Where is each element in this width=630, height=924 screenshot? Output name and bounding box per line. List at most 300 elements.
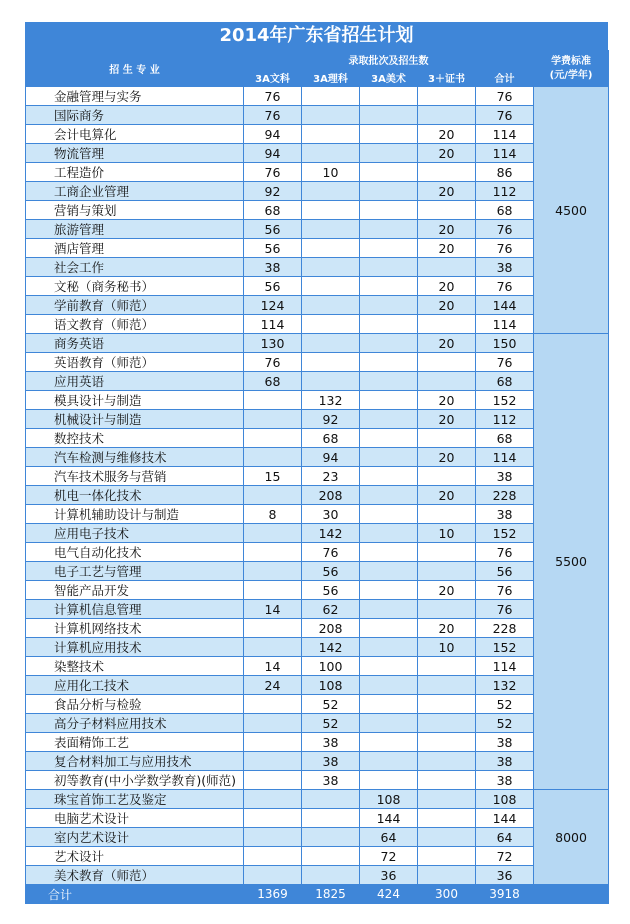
count-3a-science-cell: 38 (302, 733, 360, 752)
count-3a-science-cell (302, 277, 360, 296)
count-3a-science-cell (302, 334, 360, 353)
count-3-plus-cert-cell (418, 809, 476, 828)
count-3a-science-cell: 30 (302, 505, 360, 524)
fee-cell: 8000 (534, 790, 609, 885)
count-3a-arts-cell (244, 809, 302, 828)
major-header: 招 生 专 业 (26, 51, 244, 87)
table-row (26, 543, 609, 562)
count-3-plus-cert-cell (418, 106, 476, 125)
major-name-cell: 工程造价 (26, 163, 244, 182)
count-3-plus-cert-cell: 20 (418, 486, 476, 505)
count-3a-fine-arts-cell (360, 448, 418, 467)
major-name-cell: 计算机网络技术 (26, 619, 244, 638)
count-3-plus-cert-cell: 20 (418, 410, 476, 429)
count-3a-arts-cell (244, 391, 302, 410)
count-3a-fine-arts-cell (360, 543, 418, 562)
table-row (26, 353, 609, 372)
count-3a-fine-arts-cell (360, 771, 418, 790)
count-total-cell: 152 (476, 638, 534, 657)
col-header-3a-arts: 3A文科 (244, 69, 302, 87)
count-total-cell: 144 (476, 809, 534, 828)
count-3-plus-cert-cell: 20 (418, 182, 476, 201)
table-row (26, 220, 609, 239)
table-row (26, 391, 609, 410)
col-header-total: 合计 (476, 69, 534, 87)
count-3-plus-cert-cell (418, 353, 476, 372)
count-3a-arts-cell (244, 695, 302, 714)
count-3a-science-cell: 52 (302, 695, 360, 714)
count-total-cell: 152 (476, 391, 534, 410)
major-name-cell: 机电一体化技术 (26, 486, 244, 505)
count-3a-science-cell: 68 (302, 429, 360, 448)
count-total-cell: 112 (476, 410, 534, 429)
count-3a-fine-arts-cell (360, 600, 418, 619)
count-3-plus-cert-cell: 20 (418, 220, 476, 239)
major-name-cell: 文秘（商务秘书） (26, 277, 244, 296)
major-name-cell: 机械设计与制造 (26, 410, 244, 429)
count-total-cell: 76 (476, 581, 534, 600)
count-3a-arts-cell (244, 562, 302, 581)
total-3a-fine-arts: 424 (360, 885, 418, 904)
major-name-cell: 应用电子技术 (26, 524, 244, 543)
major-name-cell: 电子工艺与管理 (26, 562, 244, 581)
count-3a-arts-cell (244, 638, 302, 657)
major-name-cell: 染整技术 (26, 657, 244, 676)
major-name-cell: 汽车检测与维修技术 (26, 448, 244, 467)
major-name-cell: 应用英语 (26, 372, 244, 391)
major-name-cell: 模具设计与制造 (26, 391, 244, 410)
table-row (26, 790, 609, 809)
major-name-cell: 食品分析与检验 (26, 695, 244, 714)
count-3a-science-cell (302, 201, 360, 220)
table-row (26, 619, 609, 638)
count-3a-arts-cell: 114 (244, 315, 302, 334)
count-total-cell: 76 (476, 87, 534, 106)
table-row (26, 258, 609, 277)
count-3a-fine-arts-cell (360, 714, 418, 733)
table-row (26, 847, 609, 866)
count-total-cell: 112 (476, 182, 534, 201)
major-name-cell: 英语教育（师范） (26, 353, 244, 372)
table-row (26, 410, 609, 429)
count-3a-fine-arts-cell (360, 201, 418, 220)
count-3-plus-cert-cell (418, 562, 476, 581)
table-row (26, 87, 609, 106)
count-3a-arts-cell (244, 429, 302, 448)
count-3a-arts-cell: 76 (244, 106, 302, 125)
table-row (26, 277, 609, 296)
count-3a-arts-cell: 76 (244, 353, 302, 372)
count-3-plus-cert-cell (418, 163, 476, 182)
count-3a-science-cell: 100 (302, 657, 360, 676)
count-3-plus-cert-cell (418, 429, 476, 448)
count-3a-arts-cell (244, 752, 302, 771)
count-3a-fine-arts-cell (360, 410, 418, 429)
major-name-cell: 计算机辅助设计与制造 (26, 505, 244, 524)
table-row (26, 163, 609, 182)
major-name-cell: 表面精饰工艺 (26, 733, 244, 752)
count-3a-science-cell (302, 828, 360, 847)
table-row (26, 182, 609, 201)
count-3-plus-cert-cell (418, 733, 476, 752)
count-3a-arts-cell: 130 (244, 334, 302, 353)
count-total-cell: 36 (476, 866, 534, 885)
major-name-cell: 学前教育（师范） (26, 296, 244, 315)
count-3a-arts-cell: 124 (244, 296, 302, 315)
table-row (26, 600, 609, 619)
col-header-3a-science: 3A理科 (302, 69, 360, 87)
count-total-cell: 68 (476, 429, 534, 448)
count-total-cell: 108 (476, 790, 534, 809)
count-3a-arts-cell: 68 (244, 372, 302, 391)
major-name-cell: 汽车技术服务与营销 (26, 467, 244, 486)
count-3-plus-cert-cell: 10 (418, 524, 476, 543)
table-row (26, 372, 609, 391)
count-3-plus-cert-cell (418, 676, 476, 695)
count-total-cell: 132 (476, 676, 534, 695)
count-3-plus-cert-cell (418, 600, 476, 619)
count-3a-science-cell (302, 87, 360, 106)
count-total-cell: 228 (476, 486, 534, 505)
count-3a-fine-arts-cell (360, 752, 418, 771)
count-3a-science-cell: 62 (302, 600, 360, 619)
table-row (26, 334, 609, 353)
count-3a-fine-arts-cell (360, 733, 418, 752)
major-name-cell: 计算机信息管理 (26, 600, 244, 619)
col-header-3a-fine-arts: 3A美术 (360, 69, 418, 87)
count-3a-arts-cell (244, 733, 302, 752)
major-name-cell: 初等教育(中小学数学教育)(师范) (26, 771, 244, 790)
count-total-cell: 38 (476, 752, 534, 771)
table-row (26, 581, 609, 600)
count-total-cell: 38 (476, 505, 534, 524)
count-3-plus-cert-cell: 20 (418, 448, 476, 467)
count-3a-arts-cell: 15 (244, 467, 302, 486)
count-3a-fine-arts-cell: 36 (360, 866, 418, 885)
major-name-cell: 美术教育（师范） (26, 866, 244, 885)
count-3a-fine-arts-cell (360, 106, 418, 125)
totals-fee-blank (534, 885, 609, 904)
count-3-plus-cert-cell: 20 (418, 239, 476, 258)
count-total-cell: 68 (476, 372, 534, 391)
major-name-cell: 珠宝首饰工艺及鉴定 (26, 790, 244, 809)
major-name-cell: 复合材料加工与应用技术 (26, 752, 244, 771)
table-row (26, 733, 609, 752)
count-3-plus-cert-cell (418, 752, 476, 771)
count-3a-fine-arts-cell (360, 619, 418, 638)
count-total-cell: 52 (476, 695, 534, 714)
count-3a-fine-arts-cell (360, 144, 418, 163)
count-3a-arts-cell (244, 448, 302, 467)
count-3a-fine-arts-cell (360, 391, 418, 410)
table-row (26, 201, 609, 220)
count-3a-fine-arts-cell (360, 220, 418, 239)
count-3a-fine-arts-cell (360, 182, 418, 201)
count-3-plus-cert-cell: 20 (418, 619, 476, 638)
count-total-cell: 76 (476, 543, 534, 562)
count-3a-fine-arts-cell (360, 638, 418, 657)
grand-total: 3918 (476, 885, 534, 904)
count-3a-science-cell (302, 315, 360, 334)
count-total-cell: 150 (476, 334, 534, 353)
table-row (26, 676, 609, 695)
major-name-cell: 会计电算化 (26, 125, 244, 144)
count-total-cell: 152 (476, 524, 534, 543)
major-name-cell: 社会工作 (26, 258, 244, 277)
table-row (26, 448, 609, 467)
count-3a-science-cell (302, 220, 360, 239)
count-total-cell: 56 (476, 562, 534, 581)
fee-header (534, 51, 609, 87)
major-name-cell: 室内艺术设计 (26, 828, 244, 847)
table-row (26, 809, 609, 828)
count-3a-fine-arts-cell (360, 676, 418, 695)
count-3a-arts-cell: 56 (244, 277, 302, 296)
count-3a-fine-arts-cell (360, 467, 418, 486)
count-3a-arts-cell: 76 (244, 163, 302, 182)
table-row (26, 866, 609, 885)
count-total-cell: 72 (476, 847, 534, 866)
count-3a-arts-cell (244, 543, 302, 562)
count-total-cell: 76 (476, 106, 534, 125)
fee-header-text: 学费标准 (元/学年) (549, 55, 593, 81)
count-total-cell: 114 (476, 315, 534, 334)
table-row (26, 144, 609, 163)
major-name-cell: 工商企业管理 (26, 182, 244, 201)
count-3a-fine-arts-cell: 72 (360, 847, 418, 866)
count-3a-arts-cell (244, 581, 302, 600)
count-total-cell: 38 (476, 258, 534, 277)
count-3a-science-cell (302, 182, 360, 201)
count-3a-science-cell: 94 (302, 448, 360, 467)
table-row (26, 106, 609, 125)
count-3a-fine-arts-cell (360, 163, 418, 182)
table-row (26, 562, 609, 581)
fee-cell: 5500 (534, 334, 609, 790)
major-name-cell: 物流管理 (26, 144, 244, 163)
count-3-plus-cert-cell (418, 315, 476, 334)
count-3a-arts-cell: 14 (244, 600, 302, 619)
count-3a-science-cell (302, 239, 360, 258)
count-total-cell: 38 (476, 733, 534, 752)
count-3a-arts-cell: 76 (244, 87, 302, 106)
count-3a-arts-cell: 38 (244, 258, 302, 277)
count-3a-science-cell: 92 (302, 410, 360, 429)
count-3a-arts-cell (244, 771, 302, 790)
table-row (26, 429, 609, 448)
count-3a-fine-arts-cell: 144 (360, 809, 418, 828)
count-3-plus-cert-cell (418, 714, 476, 733)
table-row (26, 315, 609, 334)
count-total-cell: 64 (476, 828, 534, 847)
count-3a-science-cell (302, 790, 360, 809)
count-3a-arts-cell (244, 790, 302, 809)
count-3a-science-cell (302, 106, 360, 125)
count-3a-fine-arts-cell (360, 239, 418, 258)
major-name-cell: 高分子材料应用技术 (26, 714, 244, 733)
table-row (26, 467, 609, 486)
major-name-cell: 营销与策划 (26, 201, 244, 220)
count-3a-science-cell: 208 (302, 619, 360, 638)
count-total-cell: 228 (476, 619, 534, 638)
table-row (26, 657, 609, 676)
table-row (26, 695, 609, 714)
count-3a-fine-arts-cell (360, 581, 418, 600)
count-3a-arts-cell: 94 (244, 144, 302, 163)
major-name-cell: 计算机应用技术 (26, 638, 244, 657)
count-3a-fine-arts-cell (360, 429, 418, 448)
count-3a-science-cell: 108 (302, 676, 360, 695)
count-3-plus-cert-cell: 20 (418, 296, 476, 315)
count-3a-science-cell: 56 (302, 581, 360, 600)
count-3a-science-cell (302, 847, 360, 866)
table-row (26, 486, 609, 505)
count-total-cell: 76 (476, 277, 534, 296)
major-name-cell: 电脑艺术设计 (26, 809, 244, 828)
count-3-plus-cert-cell (418, 847, 476, 866)
count-3-plus-cert-cell (418, 505, 476, 524)
count-3-plus-cert-cell (418, 790, 476, 809)
count-3a-arts-cell (244, 486, 302, 505)
count-3a-arts-cell: 68 (244, 201, 302, 220)
table-row (26, 828, 609, 847)
count-3-plus-cert-cell (418, 201, 476, 220)
count-total-cell: 38 (476, 771, 534, 790)
count-3-plus-cert-cell (418, 372, 476, 391)
count-3a-fine-arts-cell (360, 695, 418, 714)
total-3a-arts: 1369 (244, 885, 302, 904)
count-3a-arts-cell (244, 866, 302, 885)
count-3-plus-cert-cell (418, 828, 476, 847)
table-row (26, 714, 609, 733)
count-total-cell: 114 (476, 657, 534, 676)
count-3a-fine-arts-cell (360, 505, 418, 524)
enrollment-table (25, 50, 609, 904)
count-3a-arts-cell: 24 (244, 676, 302, 695)
count-3a-arts-cell (244, 828, 302, 847)
count-3-plus-cert-cell (418, 657, 476, 676)
count-3a-fine-arts-cell (360, 372, 418, 391)
count-3a-fine-arts-cell (360, 486, 418, 505)
count-3a-science-cell (302, 866, 360, 885)
count-3a-fine-arts-cell (360, 277, 418, 296)
count-3a-science-cell (302, 258, 360, 277)
count-3-plus-cert-cell (418, 543, 476, 562)
totals-row (26, 885, 609, 904)
count-3-plus-cert-cell (418, 258, 476, 277)
batch-group-header: 录取批次及招生数 (244, 51, 534, 69)
total-3a-science: 1825 (302, 885, 360, 904)
count-total-cell: 144 (476, 296, 534, 315)
count-3a-science-cell: 52 (302, 714, 360, 733)
count-total-cell: 114 (476, 448, 534, 467)
count-3-plus-cert-cell: 20 (418, 144, 476, 163)
count-3a-arts-cell: 8 (244, 505, 302, 524)
table-row (26, 505, 609, 524)
count-3a-fine-arts-cell (360, 562, 418, 581)
count-3-plus-cert-cell: 10 (418, 638, 476, 657)
count-3-plus-cert-cell (418, 695, 476, 714)
table-row (26, 296, 609, 315)
count-3-plus-cert-cell: 20 (418, 334, 476, 353)
count-total-cell: 76 (476, 353, 534, 372)
count-3a-arts-cell (244, 524, 302, 543)
major-name-cell: 商务英语 (26, 334, 244, 353)
count-total-cell: 52 (476, 714, 534, 733)
table-row (26, 125, 609, 144)
count-3a-science-cell (302, 125, 360, 144)
major-name-cell: 智能产品开发 (26, 581, 244, 600)
major-name-cell: 艺术设计 (26, 847, 244, 866)
count-total-cell: 114 (476, 144, 534, 163)
col-header-3-plus-cert: 3＋证书 (418, 69, 476, 87)
page-title: 2014年广东省招生计划 (219, 25, 414, 46)
count-3a-arts-cell (244, 619, 302, 638)
count-3a-science-cell (302, 809, 360, 828)
count-total-cell: 38 (476, 467, 534, 486)
count-total-cell: 76 (476, 239, 534, 258)
count-3a-arts-cell (244, 714, 302, 733)
count-total-cell: 76 (476, 220, 534, 239)
count-total-cell: 114 (476, 125, 534, 144)
enrollment-plan-sheet (25, 22, 608, 904)
count-3a-science-cell: 38 (302, 752, 360, 771)
count-3-plus-cert-cell: 20 (418, 581, 476, 600)
count-3a-fine-arts-cell (360, 125, 418, 144)
count-3a-science-cell (302, 353, 360, 372)
table-row (26, 239, 609, 258)
count-total-cell: 86 (476, 163, 534, 182)
major-name-cell: 金融管理与实务 (26, 87, 244, 106)
count-3a-fine-arts-cell (360, 315, 418, 334)
count-3-plus-cert-cell: 20 (418, 391, 476, 410)
count-3a-arts-cell: 56 (244, 220, 302, 239)
count-3a-science-cell (302, 296, 360, 315)
count-3a-science-cell: 208 (302, 486, 360, 505)
table-row (26, 524, 609, 543)
count-3-plus-cert-cell (418, 87, 476, 106)
count-3a-science-cell: 132 (302, 391, 360, 410)
count-3a-arts-cell: 56 (244, 239, 302, 258)
major-name-cell: 酒店管理 (26, 239, 244, 258)
count-3a-science-cell: 23 (302, 467, 360, 486)
count-3a-arts-cell (244, 410, 302, 429)
table-row (26, 771, 609, 790)
major-name-cell: 国际商务 (26, 106, 244, 125)
count-3a-science-cell (302, 372, 360, 391)
table-row (26, 752, 609, 771)
count-3a-science-cell: 142 (302, 524, 360, 543)
major-name-cell: 数控技术 (26, 429, 244, 448)
total-3-plus-cert: 300 (418, 885, 476, 904)
totals-label: 合计 (26, 885, 244, 904)
count-3-plus-cert-cell: 20 (418, 125, 476, 144)
table-body (26, 87, 609, 904)
count-3a-fine-arts-cell (360, 353, 418, 372)
fee-cell: 4500 (534, 87, 609, 334)
count-3a-science-cell: 56 (302, 562, 360, 581)
count-3a-fine-arts-cell: 108 (360, 790, 418, 809)
count-3a-science-cell: 38 (302, 771, 360, 790)
count-3-plus-cert-cell (418, 467, 476, 486)
table-row (26, 638, 609, 657)
count-total-cell: 76 (476, 600, 534, 619)
count-3a-fine-arts-cell (360, 657, 418, 676)
count-3a-fine-arts-cell (360, 296, 418, 315)
count-3a-fine-arts-cell (360, 524, 418, 543)
count-3a-science-cell: 142 (302, 638, 360, 657)
count-3-plus-cert-cell: 20 (418, 277, 476, 296)
